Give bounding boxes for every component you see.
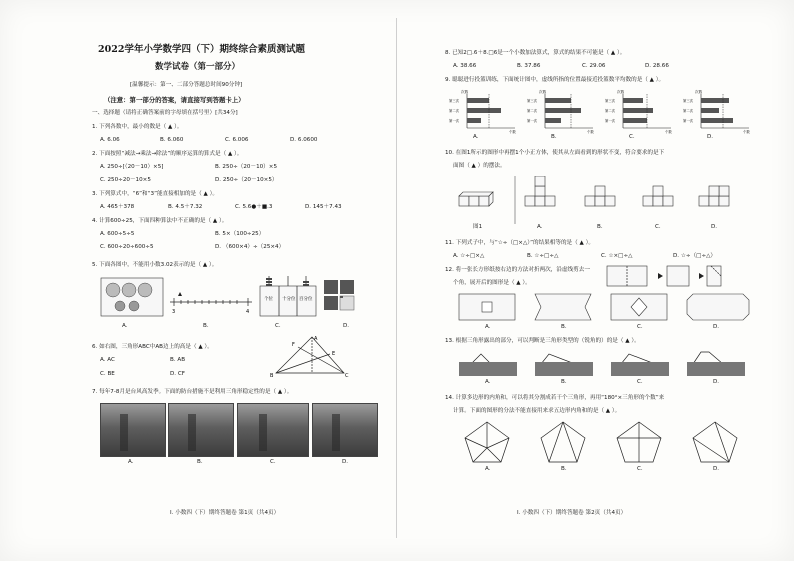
question-13-option-a[interactable]: A.: [485, 379, 491, 385]
option-d-pentagon: [693, 422, 737, 462]
question-5-stem: 5. 下面各图中，不能用小数3.02表示的是（ ▲ ）。: [92, 262, 218, 268]
question-1-option-a[interactable]: A. 6.06: [100, 137, 120, 143]
question-7-option-b[interactable]: B.: [197, 459, 203, 465]
chart-d-top-label: 次数: [695, 90, 703, 94]
question-1-option-c[interactable]: C. 6.006: [225, 137, 249, 143]
abacus-figure: [260, 276, 316, 316]
chart-c-end-label: 个数: [665, 130, 672, 134]
question-11-option-c[interactable]: C. ☆×□÷△: [601, 253, 633, 259]
question-10-stem: 10. 在图1所示的图形中再摆1个小正方体，使其从左面看到的形状不变，符合要求的是下: [445, 150, 665, 156]
coins-figure: [101, 278, 163, 316]
option-b-hidden-triangle: [535, 354, 593, 376]
question-14-pentagon-figures: [453, 420, 753, 464]
question-1-option-b[interactable]: B. 6.060: [160, 137, 184, 143]
question-14-option-c[interactable]: C.: [637, 466, 643, 472]
question-13-triangle-figures: [453, 350, 753, 378]
question-12-option-a[interactable]: A.: [485, 324, 491, 330]
question-6-stem: 6. 如右图，三角形ABC中AB边上的高是（ ▲ ）。: [92, 344, 213, 350]
question-12-stem-continued: 个角，展开后的图形是（ ▲ ）。: [453, 280, 531, 286]
vertex-label-b: B: [270, 373, 274, 379]
question-9-option-a[interactable]: A.: [473, 134, 479, 140]
question-3-option-b[interactable]: B. 4.5＋7.32: [168, 204, 203, 210]
vertex-label-a: A: [314, 336, 318, 342]
typhoon-photo-d: [312, 403, 378, 457]
figure-1-cubes: [459, 192, 493, 206]
question-12-option-d[interactable]: D.: [713, 324, 720, 330]
chart-b-bar-3: [545, 118, 561, 123]
question-13-stem: 13. 根据三角形露出的部分，可以判断是三角形类型的（锐角的）的是（ ▲ ）。: [445, 338, 640, 344]
question-9-option-d[interactable]: D.: [707, 134, 714, 140]
chart-a-end-label: 个数: [509, 130, 516, 134]
question-6-option-b[interactable]: B. AB: [170, 357, 186, 363]
question-4-option-d[interactable]: D. （600×4）÷（25×4）: [215, 244, 285, 250]
question-3-option-c[interactable]: C. 5.6●＋■.3: [235, 204, 273, 210]
option-a-cubes: [525, 176, 555, 206]
question-10-option-a[interactable]: A.: [537, 224, 543, 230]
question-2-option-d[interactable]: D. 250÷（20－10×5）: [215, 177, 278, 183]
chart-c-row-label-3: 第一次: [605, 119, 616, 123]
chart-d-bar-2: [701, 108, 719, 113]
question-4-option-b[interactable]: B. 5×（100÷25）: [215, 231, 265, 237]
option-c-hidden-triangle: [611, 354, 669, 376]
chart-c-row-label-1: 第三次: [605, 99, 616, 103]
time-notice: [温馨提示：第一、二部分答题总时间90分钟]: [130, 82, 243, 88]
chart-a-row-label-1: 第三次: [449, 99, 460, 103]
typhoon-photo-a: [100, 403, 166, 457]
question-2-option-c[interactable]: C. 250÷20－10×5: [100, 177, 151, 183]
chart-a-bar-3: [467, 118, 481, 123]
chart-d-row-label-2: 第二次: [683, 109, 694, 113]
chart-a-top-label: 次数: [461, 90, 469, 94]
option-b-pentagon: [541, 422, 585, 462]
question-7-stem: 7. 每年7-8月是台风高发季。下面的防台措施不是利用三角形稳定性的是（ ▲ ）。: [92, 389, 293, 395]
number-line-figure: [170, 292, 252, 306]
chart-d-bar-3: [701, 118, 733, 123]
grid-squares-figure: [324, 280, 354, 310]
number-line-start-label: 3: [172, 309, 176, 315]
question-6-option-a[interactable]: A. AC: [100, 357, 115, 363]
chart-c-bar-2: [623, 108, 653, 113]
option-c-cubes: [643, 186, 673, 206]
question-13-option-d[interactable]: D.: [713, 379, 720, 385]
option-c-pentagon: [617, 422, 661, 462]
question-8-option-d[interactable]: D. 28.66: [645, 63, 669, 69]
option-d-shape: [687, 294, 749, 320]
question-6-option-d[interactable]: D. CF: [170, 371, 185, 377]
question-11-option-a[interactable]: A. ☆÷□×△: [453, 253, 485, 259]
question-11-option-b[interactable]: B. ☆÷□÷△: [527, 253, 559, 259]
chart-a-bar-1: [467, 98, 489, 103]
chart-c-top-label: 次数: [617, 90, 625, 94]
chart-b-row-label-3: 第一次: [527, 119, 538, 123]
number-line-end-label: 4: [246, 309, 250, 315]
point-label-e: E: [332, 351, 336, 357]
question-7-option-a[interactable]: A.: [128, 459, 134, 465]
question-6-option-c[interactable]: C. BE: [100, 371, 115, 377]
chart-c-row-label-2: 第二次: [605, 109, 616, 113]
question-1-stem: 1. 下列各数中，最小的数是（ ▲ ）。: [92, 124, 183, 130]
chart-d-row-label-3: 第一次: [683, 119, 694, 123]
chart-b-bar-1: [545, 98, 571, 103]
question-14-option-b[interactable]: B.: [561, 466, 567, 472]
option-a-hidden-triangle: [459, 354, 517, 376]
question-13-option-c[interactable]: C.: [637, 379, 643, 385]
chart-b-row-label-2: 第二次: [527, 109, 538, 113]
question-2-stem: 2. 下面按照“减法→乘法→除法”的顺序运算的算式是（ ▲ ）。: [92, 151, 243, 157]
exam-page-right: [397, 0, 794, 561]
question-2-option-a[interactable]: A. 250÷[（20－10）×5]: [100, 164, 164, 170]
option-c-shape: [611, 294, 667, 320]
question-11-stem: 11. 下列式子中，与“☆÷（□×△）”的结果相等的是（ ▲ ）。: [445, 240, 594, 246]
question-14-option-d[interactable]: D.: [713, 466, 720, 472]
option-d-hidden-triangle: [687, 352, 745, 376]
answer-instruction: （注意：第一部分的答案，请直接写到答题卡上）: [104, 96, 245, 104]
question-7-option-c[interactable]: C.: [270, 459, 276, 465]
page-right-footer: I. 小数四（下）期终答题卷 第2页（共4页）: [517, 510, 627, 516]
question-4-stem: 4. 计算600÷25，下面四种算法中不正确的是（ ▲ ）。: [92, 218, 228, 224]
chart-b-row-label-1: 第三次: [527, 99, 538, 103]
question-9-option-c[interactable]: C.: [629, 134, 635, 140]
question-8-stem: 8. 已知2□.6＋8.□6是一个小数加法算式，算式的结果不可能是（ ▲ ）。: [445, 50, 626, 56]
question-10-option-c[interactable]: C.: [655, 224, 661, 230]
typhoon-photo-b: [168, 403, 234, 457]
question-9-bar-charts: [447, 88, 759, 134]
question-8-option-a[interactable]: A. 38.66: [453, 63, 477, 69]
question-14-stem: 14. 计算多边形的内角和，可以将其分割成若干个三角形，再用“180°×三角形的个数”来: [445, 395, 665, 401]
question-8-option-b[interactable]: B. 37.86: [517, 63, 541, 69]
chart-d-bar-1: [701, 98, 729, 103]
typhoon-photo-c: [237, 403, 309, 457]
chart-c-bar-1: [623, 98, 643, 103]
question-9-stem: 9. 聪聪进行投篮训练，下面统计图中，虚线所指的位置最接近投篮数平均数的是（ ▲ ）。: [445, 77, 665, 83]
chart-a-row-label-3: 第一次: [449, 119, 460, 123]
question-11-option-d[interactable]: D. ☆÷（□÷△）: [673, 253, 717, 259]
question-4-option-c[interactable]: C. 600÷20÷600÷5: [100, 244, 154, 250]
question-3-option-d[interactable]: D. 145＋7.43: [305, 204, 342, 210]
question-10-stem-continued: 面图（ ▲ ）的摆法。: [453, 163, 506, 169]
question-2-option-b[interactable]: B. 250÷（20－10）×5: [215, 164, 278, 170]
folding-steps-figure: [605, 264, 723, 288]
chart-d-row-label-1: 第三次: [683, 99, 694, 103]
exam-subtitle: 数学试卷（第一部分）: [155, 62, 241, 72]
question-5-option-c[interactable]: C.: [275, 323, 281, 329]
question-10-figure-1-label: 图1: [473, 224, 483, 230]
abacus-label-ones: 个位: [264, 297, 273, 302]
vertex-label-c: C: [345, 373, 349, 379]
option-a-shape: [459, 294, 515, 320]
chart-b-top-label: 次数: [539, 90, 547, 94]
question-12-option-b[interactable]: B.: [561, 324, 567, 330]
abacus-label-hundredths: 百分位: [299, 297, 313, 302]
question-5-figures: [100, 276, 370, 320]
question-14-stem-continued: 计算。下面的图形的分法不能直接用来求五边形内角和的是（ ▲ ）。: [453, 408, 621, 414]
question-12-result-figures: [453, 292, 753, 322]
question-13-option-b[interactable]: B.: [561, 379, 567, 385]
question-7-option-d[interactable]: D.: [342, 459, 349, 465]
chart-a-bar-2: [467, 108, 501, 113]
question-9-option-b[interactable]: B.: [551, 134, 557, 140]
exam-title: 2022学年小学数学四（下）期终综合素质测试题: [98, 44, 305, 55]
triangle-abc-figure: [268, 333, 350, 381]
question-8-option-c[interactable]: C. 29.06: [582, 63, 606, 69]
chart-b-bar-2: [545, 108, 581, 113]
question-10-cube-figures: [453, 176, 753, 224]
question-5-option-d[interactable]: D.: [343, 323, 350, 329]
chart-c-bar-3: [623, 118, 647, 123]
question-3-stem: 3. 下列算式中，“6”和“3”能直接相加的是（ ▲ ）。: [92, 191, 218, 197]
question-5-option-b[interactable]: B.: [203, 323, 209, 329]
chart-b-end-label: 个数: [587, 130, 594, 134]
point-label-f: F: [292, 342, 295, 348]
page-left-footer: I. 小数四（下）期终答题卷 第1页（共4页）: [170, 510, 280, 516]
option-b-cubes: [585, 186, 615, 206]
question-14-option-a[interactable]: A.: [485, 466, 491, 472]
question-4-option-a[interactable]: A. 600÷5÷5: [100, 231, 135, 237]
option-b-shape: [535, 294, 591, 320]
question-10-option-b[interactable]: B.: [597, 224, 603, 230]
section-heading: 一、选择题（请将正确答案前的字母填在括号里）[共34分]: [92, 110, 238, 116]
question-1-option-d[interactable]: D. 6.0600: [290, 137, 318, 143]
question-3-option-a[interactable]: A. 465＋378: [100, 204, 135, 210]
question-12-option-c[interactable]: C.: [637, 324, 643, 330]
question-10-option-d[interactable]: D.: [711, 224, 718, 230]
question-5-option-a[interactable]: A.: [122, 323, 128, 329]
option-a-pentagon: [465, 422, 509, 462]
abacus-label-tenths: 十分位: [282, 297, 296, 302]
question-12-stem: 12. 将一张长方形纸按右边的方法对折两次，沿虚线剪去一: [445, 267, 590, 273]
chart-a-row-label-2: 第二次: [449, 109, 460, 113]
option-d-cubes: [699, 186, 729, 206]
chart-d-end-label: 个数: [743, 130, 750, 134]
